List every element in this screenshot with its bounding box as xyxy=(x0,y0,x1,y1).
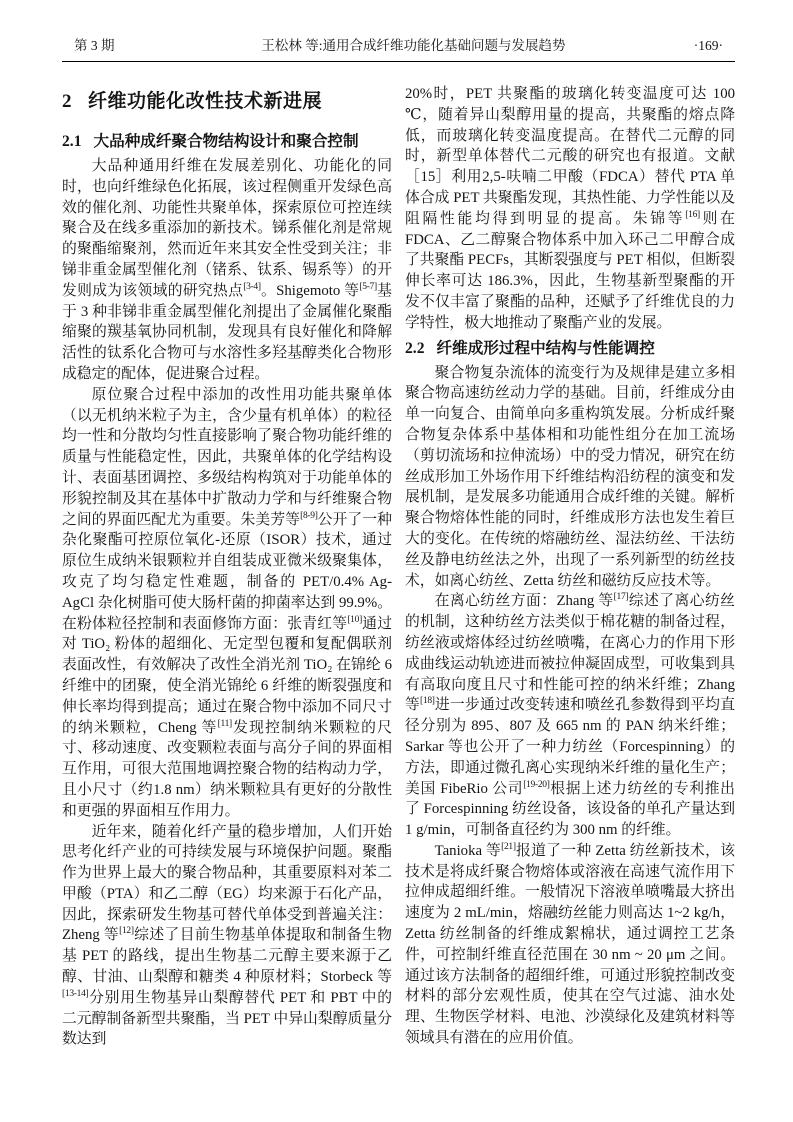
citation-superscript: [13-14] xyxy=(62,988,89,999)
subsection-heading-2-2 xyxy=(405,336,735,358)
citation-superscript: [19-20] xyxy=(523,779,550,790)
citation-superscript: [17] xyxy=(613,592,629,603)
paragraph-continuation: 20%时，PET 共聚酯的玻璃化转变温度可达 100 ℃，随着异山梨醇用量的提高，共聚酯的熔点降低，而玻璃化转变温度提高。在替代二元醇的同时，新型单体替代二元酸的研究也有报道。文献［15］利用2,5-呋喃二甲酸（FDCA）替代 PTA 单体合成 PET 共聚酯发现，其热性能、力学性能以及阻隔性能均得到明显的提高。朱锦等[16]则在 FDCA、乙二醇聚合物体系中加入环己二甲醇合成了共聚酯 PECFs，其断裂强度与 PET 相似，但断裂伸长率可达 186.3%，因此，生物基新型聚酯的开发不仅丰富了聚酯的品种，还赋予了纤维优良的力学特性，极大地推动了聚酯产业的发展。 xyxy=(405,86,735,331)
paragraph: Tanioka 等[21]报道了一种 Zetta 纺丝新技术，该技术是将成纤聚合物熔体或溶液在高速气流作用下拉伸成超细纤维。一般情况下溶液单喷嘴最大挤出速度为 2 mL/min，熔融纺丝能力则高达 1~2 kg/h，Zetta 纺丝制备的纤维成絮棉状，通过调控工艺条件，可控制纤维直径范围在 30 nm ~ 20 μm 之间。通过该方法制备的超细纤维，可通过形貌控制改变材料的部分宏观性质，使其在空气过滤、油水处理、生物医学材料、电池、沙漠绿化及建筑材料等领域具有潜在的应用价值。 xyxy=(405,841,735,1047)
section-heading-2 xyxy=(62,86,392,113)
section-title: 纤维功能化改性技术新进展 xyxy=(88,91,323,112)
running-title: 王松林 等:通用合成纤维功能化基础问题与发展趋势 xyxy=(261,38,566,53)
citation-superscript: [11] xyxy=(217,718,232,729)
paragraph: 近年来，随着化纤产量的稳步增加，人们开始思考化纤产业的可持续发展与环境保护问题。聚酯作为世界上最大的聚合物品种，其重要原料对苯二甲酸（PTA）和乙二醇（EG）均来源于石化产品，因此，探索研发生物基可替代单体受到普遍关注：Zheng 等[12]综述了目前生物基单体提取和制备生物基 PET 的路线，提出生物基二元醇主要来源于乙醇、甘油、山梨醇和糖类 4 种原材料；Storbeck 等[13-14]分别用生物基异山梨醇替代 PET 和 PBT 中的二元醇制备新型共聚酯，当 PET 中异山梨醇质量分数达到 xyxy=(62,823,392,1048)
paragraph: 大品种通用纤维在发展差别化、功能化的同时，也向纤维绿色化拓展，该过程侧重开发绿色高效的催化剂、功能性共聚单体，探索原位可控连续聚合及在线多重添加的新技术。锑系催化剂是常规的聚酯缩聚剂，然而近年来其安全性受到关注；非锑非重金属型催化剂（锗系、钛系、锡系等）的开发则成为该领域的研究热点[3-4]。Shigemoto 等[5-7]基于 3 种非锑非重金属型催化剂提出了金属催化聚酯缩聚的羰基氧协同机制，发现具有良好催化和降解活性的钛系化合物可与水溶性多羟基醇类化合物形成稳定的配体，促进聚合过程。 xyxy=(62,158,392,382)
subsection-heading-2-1 xyxy=(62,129,392,151)
citation-superscript: [16] xyxy=(685,209,700,220)
two-column-body xyxy=(62,84,735,1050)
citation-superscript: [21] xyxy=(501,841,516,852)
citation-superscript: [5-7] xyxy=(359,281,377,292)
paragraph: 聚合物复杂流体的流变行为及规律是建立多相聚合物高速纺丝动力学的基础。目前，纤维成分由单一向复合、由简单向多重构筑发展。分析成纤聚合物复杂体系中基体相和功能性组分在加工流场（剪切流场和拉伸流场）中的受力情况，研究在纺丝成形加工外场作用下纤维结构沿纺程的演变和发展机制，是发展多功能通用合成纤维的关键。解析聚合物熔体性能的同时，纤维成形方法也发生着巨大的变化。在传统的熔融纺丝、湿法纺丝、干法纺丝及静电纺丝法之外，出现了一系列新型的纺丝技术，如离心纺丝、Zetta 纺丝和磁纺反应技术等。 xyxy=(405,364,735,589)
section-number: 2 xyxy=(62,91,72,112)
page-header xyxy=(62,34,735,61)
citation-superscript: [8-9] xyxy=(300,510,318,521)
page-number: ·169· xyxy=(693,38,723,53)
citation-superscript: [12] xyxy=(119,926,134,937)
subsection-title: 大品种成纤聚合物结构设计和聚合控制 xyxy=(93,133,359,150)
left-column xyxy=(62,84,392,1050)
header-rule xyxy=(62,61,735,62)
citation-superscript: [10] xyxy=(347,614,362,625)
subsection-number: 2.2 xyxy=(405,339,425,357)
subsection-title: 纤维成形过程中结构与性能调控 xyxy=(436,339,655,357)
right-column xyxy=(405,84,735,1050)
citation-superscript: [3-4] xyxy=(243,281,261,292)
paragraph: 在离心纺丝方面：Zhang 等[17]综述了离心纺丝的机制，这种纺丝方法类似于棉花糖的制备过程，纺丝液或熔体经过纺丝喷嘴，在离心力的作用下形成曲线运动轨迹进而被拉伸凝固成型，可收集到具有高取向度且尺寸和性能可控的纳米纤维；Zhang 等[18]进一步通过改变转速和喷丝孔参数得到平均直径分别为 895、807 及 665 nm 的 PAN 纳米纤维；Sarkar 等也公开了一种力纺丝（Forcespinning）的方法，即通过微孔离心实现纳米纤维的量化生产；美国 FibeRio 公司[19-20]根据上述力纺丝的专利推出了 Forcespinning 纺丝设备，该设备的单孔产量达到 1 g/min，可制备直径约为 300 nm 的纤维。 xyxy=(405,592,735,839)
subsection-number: 2.1 xyxy=(62,133,82,150)
paragraph: 原位聚合过程中添加的改性用功能共聚单体（以无机纳米粒子为主，含少量有机单体）的粒径均一性和分散均匀性直接影响了聚合物功能纤维的质量与性能稳定性，因此，共聚单体的化学结构设计、表面基团调控、多级结构构筑对于功能单体的形貌控制及其在基体中扩散动力学和与纤维聚合物之间的界面匹配尤为重要。朱美芳等[8-9]公开了一种杂化聚酯可控原位氧化-还原（ISOR）技术，通过原位生成纳米银颗粒并自组装成亚微米级聚集体，攻克了均匀稳定性难题，制备的 PET/0.4% Ag-AgCl 杂化树脂可使大肠杆菌的抑菌率达到 99.9%。在粉体粒径控制和表面修饰方面：张青红等[10]通过对 TiO₂ 粉体的超细化、无定型包覆和复配偶联剂表面改性，有效解决了改性全消光剂 TiO₂ 在锦纶 6 纤维中的团聚，使全消光锦纶 6 纤维的断裂强度和伸长率均得到提高；通过在聚合物中添加不同尺寸的纳米颗粒，Cheng 等[11]发现控制纳米颗粒的尺寸、移动速度、改变颗粒表面与高分子间的界面相互作用，可很大范围地调控聚合物的结构动力学，且小尺寸（约1.8 nm）纳米颗粒具有更好的分散性和更强的界面相互作用力。 xyxy=(62,386,392,819)
citation-superscript: [18] xyxy=(420,696,435,707)
journal-issue: 第 3 期 xyxy=(74,38,115,53)
